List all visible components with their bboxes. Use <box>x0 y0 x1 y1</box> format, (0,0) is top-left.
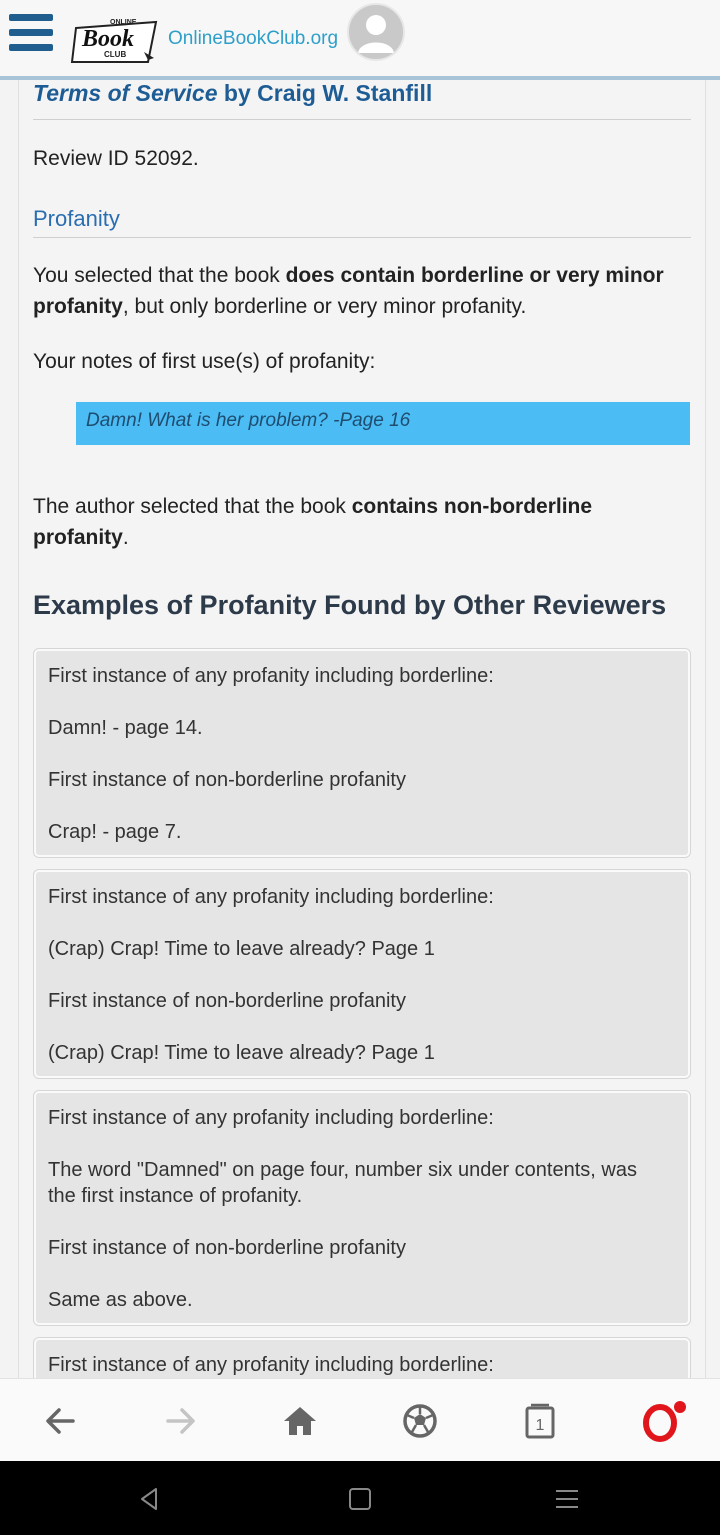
card-value-non-borderline: Crap! - page 7. <box>48 821 182 843</box>
system-nav-bar <box>0 1461 720 1535</box>
card-label-non-borderline: First instance of non-borderline profanity <box>48 1237 406 1259</box>
notes-quote-box <box>76 402 690 445</box>
system-back-icon[interactable] <box>136 1485 164 1513</box>
card-label-any: First instance of any profanity including borderline: <box>48 1107 494 1129</box>
soccer-ball-icon[interactable] <box>398 1399 442 1443</box>
author-suffix: . <box>122 526 129 549</box>
card-label-non-borderline: First instance of non-borderline profanity <box>48 990 406 1012</box>
example-card <box>34 870 690 1078</box>
card-label-non-borderline: First instance of non-borderline profanity <box>48 769 406 791</box>
card-value-non-borderline: (Crap) Crap! Time to leave already? Page 1 <box>48 1042 435 1064</box>
selection-bold: does contain borderline or very minor profanity <box>33 264 664 318</box>
card-value-any: (Crap) Crap! Time to leave already? Page 1 <box>48 938 435 960</box>
book-author: by Craig W. Stanfill <box>217 80 433 106</box>
example-card <box>34 1338 690 1378</box>
selection-prefix: You selected that the book <box>33 264 286 287</box>
svg-text:ONLINE: ONLINE <box>110 19 137 26</box>
example-card <box>34 1091 690 1325</box>
book-title-link[interactable]: Terms of Service <box>33 80 218 106</box>
svg-text:1: 1 <box>535 1417 545 1434</box>
example-card <box>34 649 690 857</box>
your-selection-text <box>33 260 683 322</box>
notes-quote-text: Damn! What is her problem? -Page 16 <box>86 410 411 431</box>
site-name-link[interactable]: OnlineBookClub.org <box>168 28 339 49</box>
system-recents-icon[interactable] <box>553 1485 581 1513</box>
site-header <box>0 0 720 80</box>
card-label-any: First instance of any profanity including borderline: <box>48 886 494 908</box>
profanity-heading: Profanity <box>33 206 120 231</box>
card-label-any: First instance of any profanity including borderline: <box>48 665 494 687</box>
card-value-non-borderline: Same as above. <box>48 1289 193 1311</box>
selection-suffix: , but only borderline or very minor profanity. <box>122 295 527 318</box>
browser-bottom-nav <box>0 1378 720 1462</box>
card-value-any: Damn! - page 14. <box>48 717 203 739</box>
author-prefix: The author selected that the book <box>33 495 352 518</box>
author-selection-text <box>33 491 683 553</box>
book-title-line <box>33 80 432 107</box>
card-value-any: The word "Damned" on page four, number six under contents, was the first instance of profanity. <box>48 1159 637 1207</box>
card-label-any: First instance of any profanity including borderline: <box>48 1354 494 1376</box>
divider <box>33 119 691 120</box>
opera-icon[interactable] <box>638 1399 682 1443</box>
site-logo[interactable] <box>70 12 162 68</box>
notes-label: Your notes of first use(s) of profanity: <box>33 350 376 373</box>
hamburger-menu-icon[interactable] <box>9 14 53 54</box>
svg-text:Book: Book <box>82 26 135 52</box>
home-icon[interactable] <box>278 1399 322 1443</box>
tabs-icon[interactable] <box>518 1399 562 1443</box>
forward-arrow-icon[interactable] <box>158 1399 202 1443</box>
review-content <box>18 80 706 1378</box>
author-bold: contains non-borderline profanity <box>33 495 593 549</box>
system-home-icon[interactable] <box>346 1485 374 1513</box>
divider <box>33 237 691 238</box>
user-avatar-icon[interactable] <box>347 3 405 61</box>
examples-heading: Examples of Profanity Found by Other Reviewers <box>33 590 667 620</box>
review-id: Review ID 52092. <box>33 147 199 170</box>
svg-text:CLUB: CLUB <box>104 50 127 59</box>
back-arrow-icon[interactable] <box>39 1399 83 1443</box>
